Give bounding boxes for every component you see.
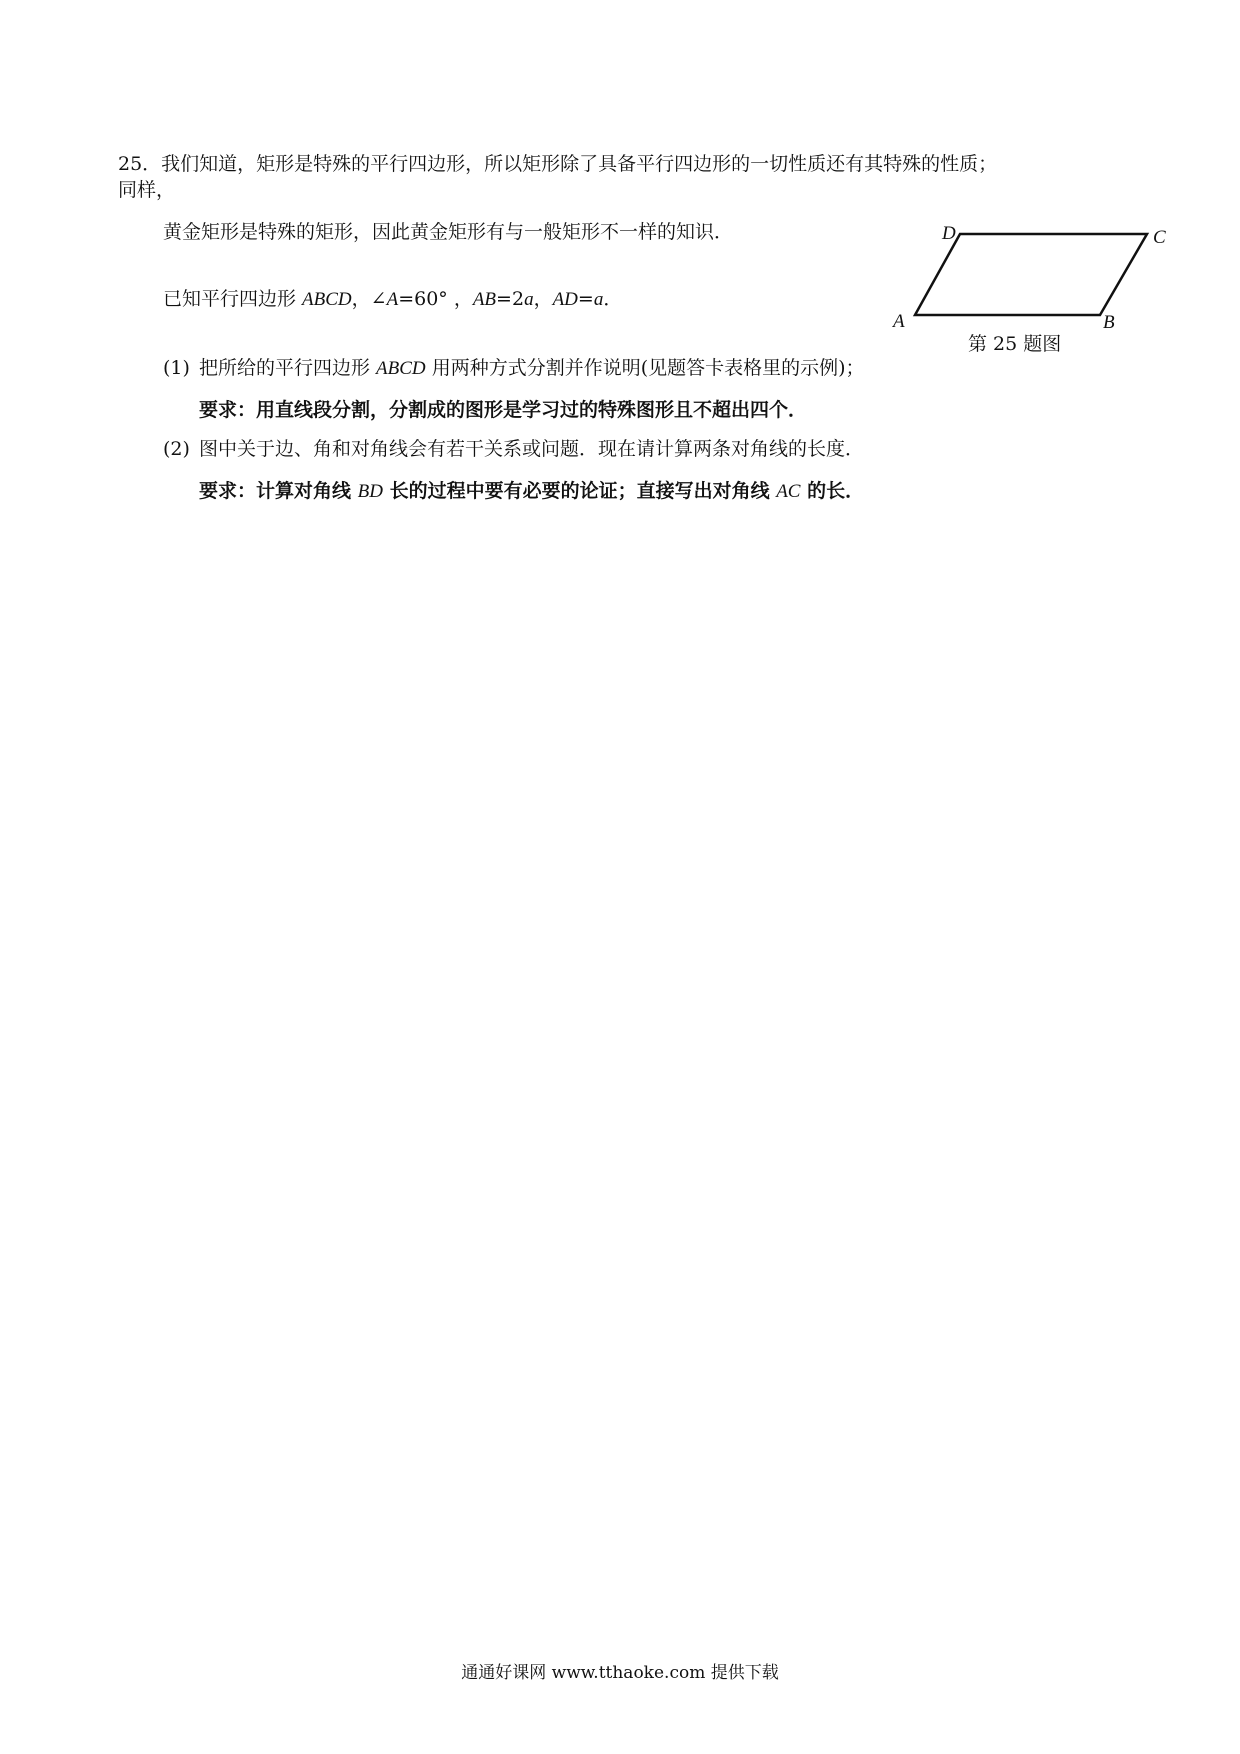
part-1-number: (1)	[163, 357, 190, 379]
part-2	[163, 437, 864, 461]
part-1	[163, 356, 865, 381]
question-intro-line2: 同样，	[118, 179, 176, 201]
given-ad-eq: =	[577, 288, 594, 310]
given-sep: ，	[533, 288, 553, 310]
given-ab-var: AB	[472, 289, 497, 310]
given-angle-sym: ，∠	[351, 288, 387, 310]
part-2-req-post: 的长．	[800, 480, 865, 502]
vertex-label-d: D	[942, 223, 956, 244]
part-2-requirement	[199, 479, 864, 504]
part-2-text: 图中关于边、角和对角线会有若干关系或问题．现在请计算两条对角线的长度．	[199, 438, 865, 460]
part-2-req-var-bd: BD	[357, 481, 383, 502]
given-prefix: 已知平行四边形	[163, 288, 303, 310]
question-intro-line1: 25．我们知道，矩形是特殊的平行四边形，所以矩形除了具备平行四边形的一切性质还有其特殊的性质；	[118, 153, 998, 175]
part-2-req-pre: 要求：计算对角线	[199, 480, 358, 502]
figure-caption: 第 25 题图	[968, 333, 1062, 355]
part-1-text-pre: 把所给的平行四边形	[199, 357, 377, 379]
vertex-label-c: C	[1153, 227, 1166, 248]
given-ad-var: AD	[552, 289, 578, 310]
vertex-label-a: A	[893, 311, 905, 332]
given-ad-a: a	[593, 289, 604, 310]
parallelogram-abcd	[915, 234, 1147, 315]
part-2-req-mid: 长的过程中要有必要的论证；直接写出对角线	[382, 480, 777, 502]
part-2-req-var-ac: AC	[776, 481, 801, 502]
part-2-number: (2)	[163, 438, 190, 460]
given-ab-a: a	[524, 289, 534, 310]
given-conditions	[163, 287, 622, 312]
vertex-label-b: B	[1103, 312, 1115, 333]
part-1-text-post: 用两种方式分割并作说明(见题答卡表格里的示例)；	[425, 357, 865, 379]
given-angle-val: =60° ，	[398, 288, 473, 310]
given-end: ．	[603, 288, 623, 310]
part-1-requirement: 要求：用直线段分割，分割成的图形是学习过的特殊图形且不超出四个．	[199, 399, 808, 421]
given-abcd: ABCD	[302, 289, 352, 310]
part-1-text-var: ABCD	[376, 358, 426, 379]
page-footer: 通通好课网 www.tthaoke.com 提供下载	[461, 1663, 779, 1683]
given-angle-var: A	[386, 289, 399, 310]
given-ab-eq: =2	[496, 288, 525, 310]
question-intro-line3: 黄金矩形是特殊的矩形，因此黄金矩形有与一般矩形不一样的知识．	[163, 221, 734, 243]
